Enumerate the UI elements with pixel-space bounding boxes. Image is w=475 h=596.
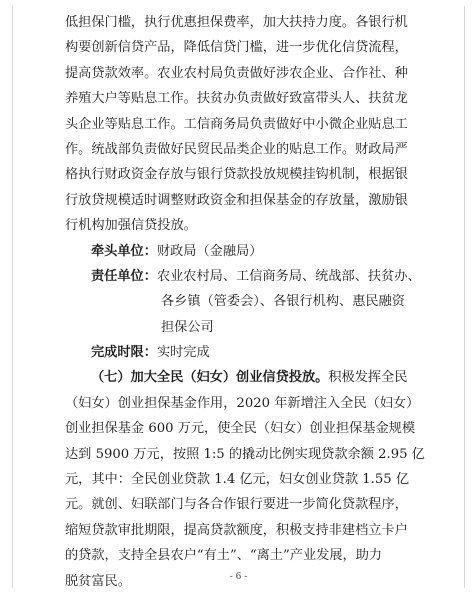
section-line-5: 元。就创、妇联部门与各合作银行要进一步简化贷款程序， (65, 497, 408, 513)
lead-unit-value: 财政局（金融局） (156, 243, 263, 259)
paragraph-line-9: 行机构加强信贷投放。 (65, 218, 197, 234)
paragraph-line-4: 养殖大户等贴息工作。扶贫办负责做好致富带头人、扶贫龙 (65, 91, 408, 107)
deadline-line (65, 340, 425, 365)
responsible-unit-line (65, 264, 425, 289)
section-line-7: 的贷款，支持全县农户“有土”、“离土”产业发展，助力 (65, 548, 383, 564)
section-line-6: 缩短贷款审批期限，提高贷款额度，积极支持非建档立卡户 (65, 522, 408, 538)
paragraph-line-3: 提高贷款效率。农业农村局负责做好涉农企业、合作社、种 (65, 65, 408, 81)
lead-unit-label: 牵头单位： (91, 243, 157, 259)
responsible-unit-value-3: 担保公司 (161, 319, 214, 335)
section-line-3: 达到 5900 万元，按照 1:5 的撬动比例实现贷款余额 2.95 亿 (65, 446, 425, 462)
deadline-value: 实时完成 (156, 345, 210, 361)
document-body (65, 10, 425, 594)
lead-unit-line (65, 239, 425, 264)
section-first-line (65, 365, 425, 390)
section-heading: （七）加大全民（妇女）创业信贷投放。 (91, 370, 329, 386)
paragraph-line-7: 格执行财政资金存放与银行贷款投放规模挂钩机制，根据银 (65, 167, 408, 183)
document-page (12, 6, 465, 588)
section-line-1: （妇女）创业担保基金作用，2020 年新增注入全民（妇女） (65, 395, 420, 411)
paragraph-line-2: 构要创新信贷产品，降低信贷门槛，进一步优化信贷流程， (65, 40, 408, 56)
responsible-unit-value-1: 农业农村局、工信商务局、统战部、扶贫办、 (156, 268, 421, 284)
paragraph-line-8: 行放贷规模适时调整财政资金和担保基金的存放量，激励银 (65, 192, 408, 208)
deadline-label: 完成时限： (91, 345, 157, 361)
section-first-text: 积极发挥全民 (328, 370, 408, 386)
responsible-unit-value-2: 各乡镇（管委会）、各银行机构、惠民融资 (161, 294, 405, 310)
page-number: - 6 - (229, 572, 248, 582)
paragraph-line-1: 低担保门槛，执行优惠担保费率，加大扶持力度。各银行机 (65, 15, 408, 30)
section-line-8: 脱贫富民。 (65, 573, 131, 589)
section-line-4: 元，其中：全民创业贷款 1.4 亿元，妇女创业贷款 1.55 亿 (65, 472, 410, 488)
responsible-unit-label: 责任单位： (91, 268, 157, 284)
paragraph-line-5: 头企业等贴息工作。工信商务局负责做好中小微企业贴息工 (65, 116, 408, 132)
section-line-2: 创业担保基金 600 万元，使全民（妇女）创业担保基金规模 (65, 421, 416, 437)
paragraph-line-6: 作。统战部负责做好民贸民品类企业的贴息工作。财政局严 (65, 141, 408, 157)
